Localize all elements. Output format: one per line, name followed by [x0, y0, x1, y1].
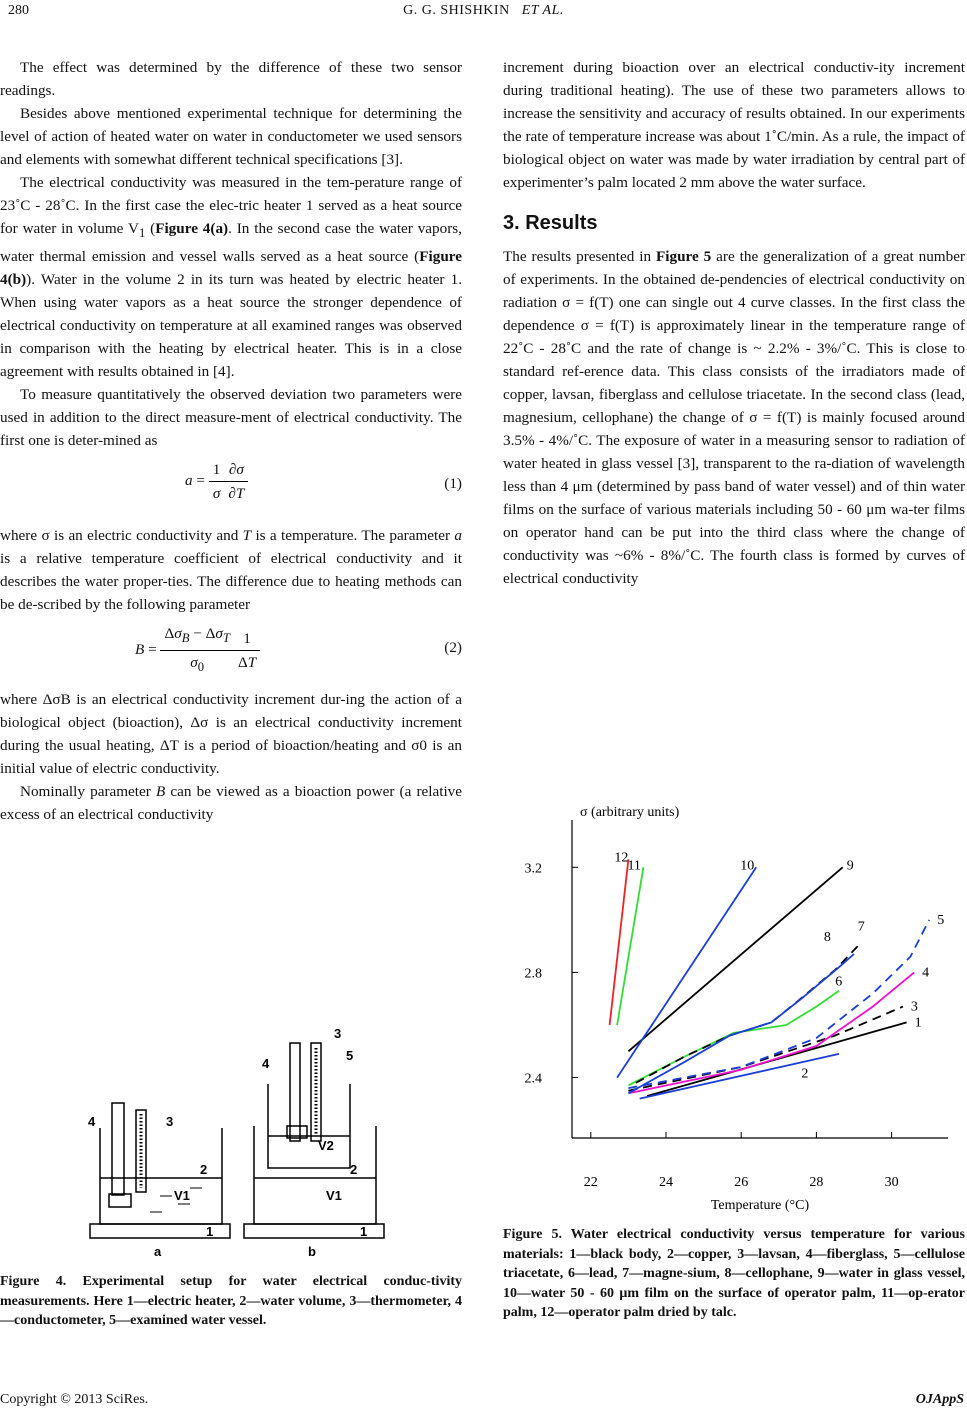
label-1: 1 — [206, 1224, 214, 1239]
figure-5-chart — [508, 800, 963, 1215]
series-7-line — [636, 946, 858, 1083]
label-2: 2 — [200, 1162, 208, 1177]
label-3: 3 — [166, 1114, 174, 1129]
equation-number: (2) — [444, 639, 462, 657]
et-al: ET AL. — [521, 3, 564, 18]
y-tick-label: 2.4 — [524, 1071, 542, 1087]
series-10-label: 10 — [740, 858, 755, 874]
y-tick-label: 2.8 — [524, 966, 542, 982]
series-8-label: 8 — [823, 929, 831, 945]
series-8-line — [628, 954, 854, 1093]
x-tick-label: 24 — [659, 1175, 673, 1190]
series-2-label: 2 — [801, 1066, 809, 1082]
label-a: a — [154, 1244, 162, 1259]
x-tick-label: 22 — [583, 1175, 598, 1190]
figure-4-caption: Figure 4. Experimental setup for water electrical conduc-tivity measurements. Here 1—electric heater, 2—water volume, 3—thermometer, 4—conductometer, 5—examined water vessel. — [0, 1274, 462, 1328]
label-v2: V2 — [318, 1138, 334, 1153]
copyright: Copyright © 2013 SciRes. — [0, 1392, 149, 1407]
series-12-line — [610, 859, 629, 1025]
right-column — [503, 56, 965, 590]
equation-2: B = $\frac{\Delta\sigma_B - \Delta\sigma_T}{\sigma_0}$ $\frac{1}{\Delta T}$ (2) — [0, 622, 462, 682]
series-6-label: 6 — [835, 974, 843, 990]
figure-ref[interactable]: Figure 5 — [655, 248, 712, 265]
y-axis-label: σ (arbitrary units) — [580, 805, 680, 820]
equation-1: a = $\frac{1}{\sigma}$ $\frac{\partial\sigma}{\partial T}$ (1) — [0, 458, 462, 518]
series-9-line — [628, 867, 842, 1051]
figure-5-caption: Figure 5. Water electrical conductivity versus temperature for various materials: 1—black body, 2—copper, 3—lavsan, 4—fiberglass, 5—cellulose triacetate, 6—lead, 7—magne-sium, 8—cellophane, 9—water in glass vessel, 10—water 50 - 60 μm film on the surface of operator palm, 11—op-erator palm, 12—operator palm dried by talc. — [503, 1227, 965, 1320]
paragraph: To measure quantitatively the observed deviation two parameters were used in addition to the direct measure-ment of electrical conductivity. The first one is deter-mined as — [0, 386, 462, 450]
label-1: 1 — [360, 1224, 368, 1239]
paragraph: where ΔσB is an electrical conductivity increment dur-ing the action of a biological object (bioaction), Δσ is an electrical conductivity increment during the usual heating, ΔT is a period of bioaction/heating and σ0 is an initial value of electric conductivity. — [0, 691, 462, 778]
label-v1: V1 — [174, 1188, 190, 1203]
series-4-label: 4 — [922, 965, 930, 981]
chart-svg — [508, 800, 963, 1215]
series-5-label: 5 — [937, 912, 945, 928]
left-column — [0, 56, 462, 826]
figure-ref[interactable]: Figure 4(b) — [0, 248, 462, 289]
figure-4-drawing — [90, 1028, 390, 1260]
page-header — [0, 0, 967, 26]
series-3-label: 3 — [910, 999, 918, 1015]
series-7-label: 7 — [857, 919, 865, 935]
paragraph: Besides above mentioned experimental technique for determining the level of action of heated water on water in conductometer we used sensors and elements with somewhat different technical specifications [3]. — [0, 105, 462, 168]
x-tick-label: 30 — [884, 1175, 899, 1190]
paragraph: The electrical conductivity was measured in the tem-perature range of 23˚C - 28˚C. In the first case the elec-tric heater 1 served as a heat source for water in volume $V_1$ (Figure 4(a). In the second case the water vapors, water thermal emission and vessel walls served as a heat source (Figure 4(b)). Water in the volume 2 in its turn was heated by electric heater 1. When using water vapors as a heat source the stronger dependence of electrical conductivity on temperature at all examined ranges was observed in comparison with the heating by electrical heater. This is in a close agreement with results obtained in [4]. — [0, 174, 462, 381]
series-11-label: 11 — [627, 858, 641, 874]
paragraph: where σ is an electric conductivity and T is a temperature. The parameter a is a relative temperature coefficient of electrical conductivity and it describes the water proper-ties. The difference due to heating methods can be de-scribed by the following parameter — [0, 527, 462, 614]
paragraph: Nominally parameter B can be viewed as a bioaction power (a relative excess of an electrical conductivity — [0, 783, 463, 824]
label-v1: V1 — [326, 1188, 342, 1203]
authors: G. G. SHISHKIN — [403, 3, 510, 18]
label-5: 5 — [346, 1048, 354, 1063]
x-tick-label: 28 — [809, 1175, 824, 1190]
series-11-line — [617, 867, 643, 1025]
figure-ref[interactable]: Figure 4(a) — [155, 220, 229, 237]
label-b: b — [308, 1244, 316, 1259]
running-head — [0, 3, 967, 19]
series-2-line — [640, 1054, 839, 1099]
journal-name: OJAppS — [915, 1392, 964, 1407]
paragraph: The effect was determined by the difference of these two sensor readings. — [0, 59, 462, 99]
equation-number: (1) — [444, 475, 462, 493]
y-tick-label: 3.2 — [524, 861, 542, 877]
paragraph: increment during bioaction over an electrical conductiv-ity increment during traditional heating). The use of these two parameters allows to increase the sensitivity and accuracy of results obtained. In our experiments the rate of temperature increase was about 1˚C/min. As a rule, the impact of biological object on water was made by water irradiation by central part of experimenter’s palm located 2 mm above the water surface. — [503, 59, 965, 191]
series-1-label: 1 — [914, 1015, 922, 1031]
label-4: 4 — [262, 1056, 270, 1071]
paragraph: The results presented in Figure 5 are the generalization of a great number of experiments. In the obtained de-pendencies of electrical conductivity on radiation σ = f(T) one can single out 4 curve classes. In the first class the dependence σ = f(T) is approximately linear in the temperature range of 22˚C - 28˚C and the rate of change is ~ 2.2% - 3%/˚C. This is close to standard ref-erence data. This class consists of the irradiators made of copper, lavsan, fiberglass and cellulose triacetate. In the second class (lead, magnesium, cellophane) the change of σ = f(T) is mainly focused around 3.5% - 4%/˚C. The exposure of water in a measuring sensor to radiation of water heated in glass vessel [3], transparent to the ra-diation of wavelength less than 4 μm (determined by pass band of water vessel) and of thin water films on the surface of various materials including 50 - 60 μm wa-ter films on operator hand can be put into the third class where the change of conductivity was ~6% - 8%/˚C. The fourth class is formed by curves of electrical conductivity — [503, 248, 965, 587]
figure-4 — [90, 1028, 390, 1260]
label-2: 2 — [350, 1162, 358, 1177]
series-3-line — [628, 1007, 903, 1091]
series-12-label: 12 — [614, 850, 629, 866]
series-9-label: 9 — [846, 858, 854, 874]
page-number: 280 — [8, 3, 29, 18]
section-heading: 3. Results — [503, 212, 598, 234]
x-axis-label: Temperature (°C) — [710, 1198, 810, 1213]
x-tick-label: 26 — [734, 1175, 749, 1190]
label-4: 4 — [88, 1114, 96, 1129]
label-3: 3 — [334, 1026, 342, 1041]
